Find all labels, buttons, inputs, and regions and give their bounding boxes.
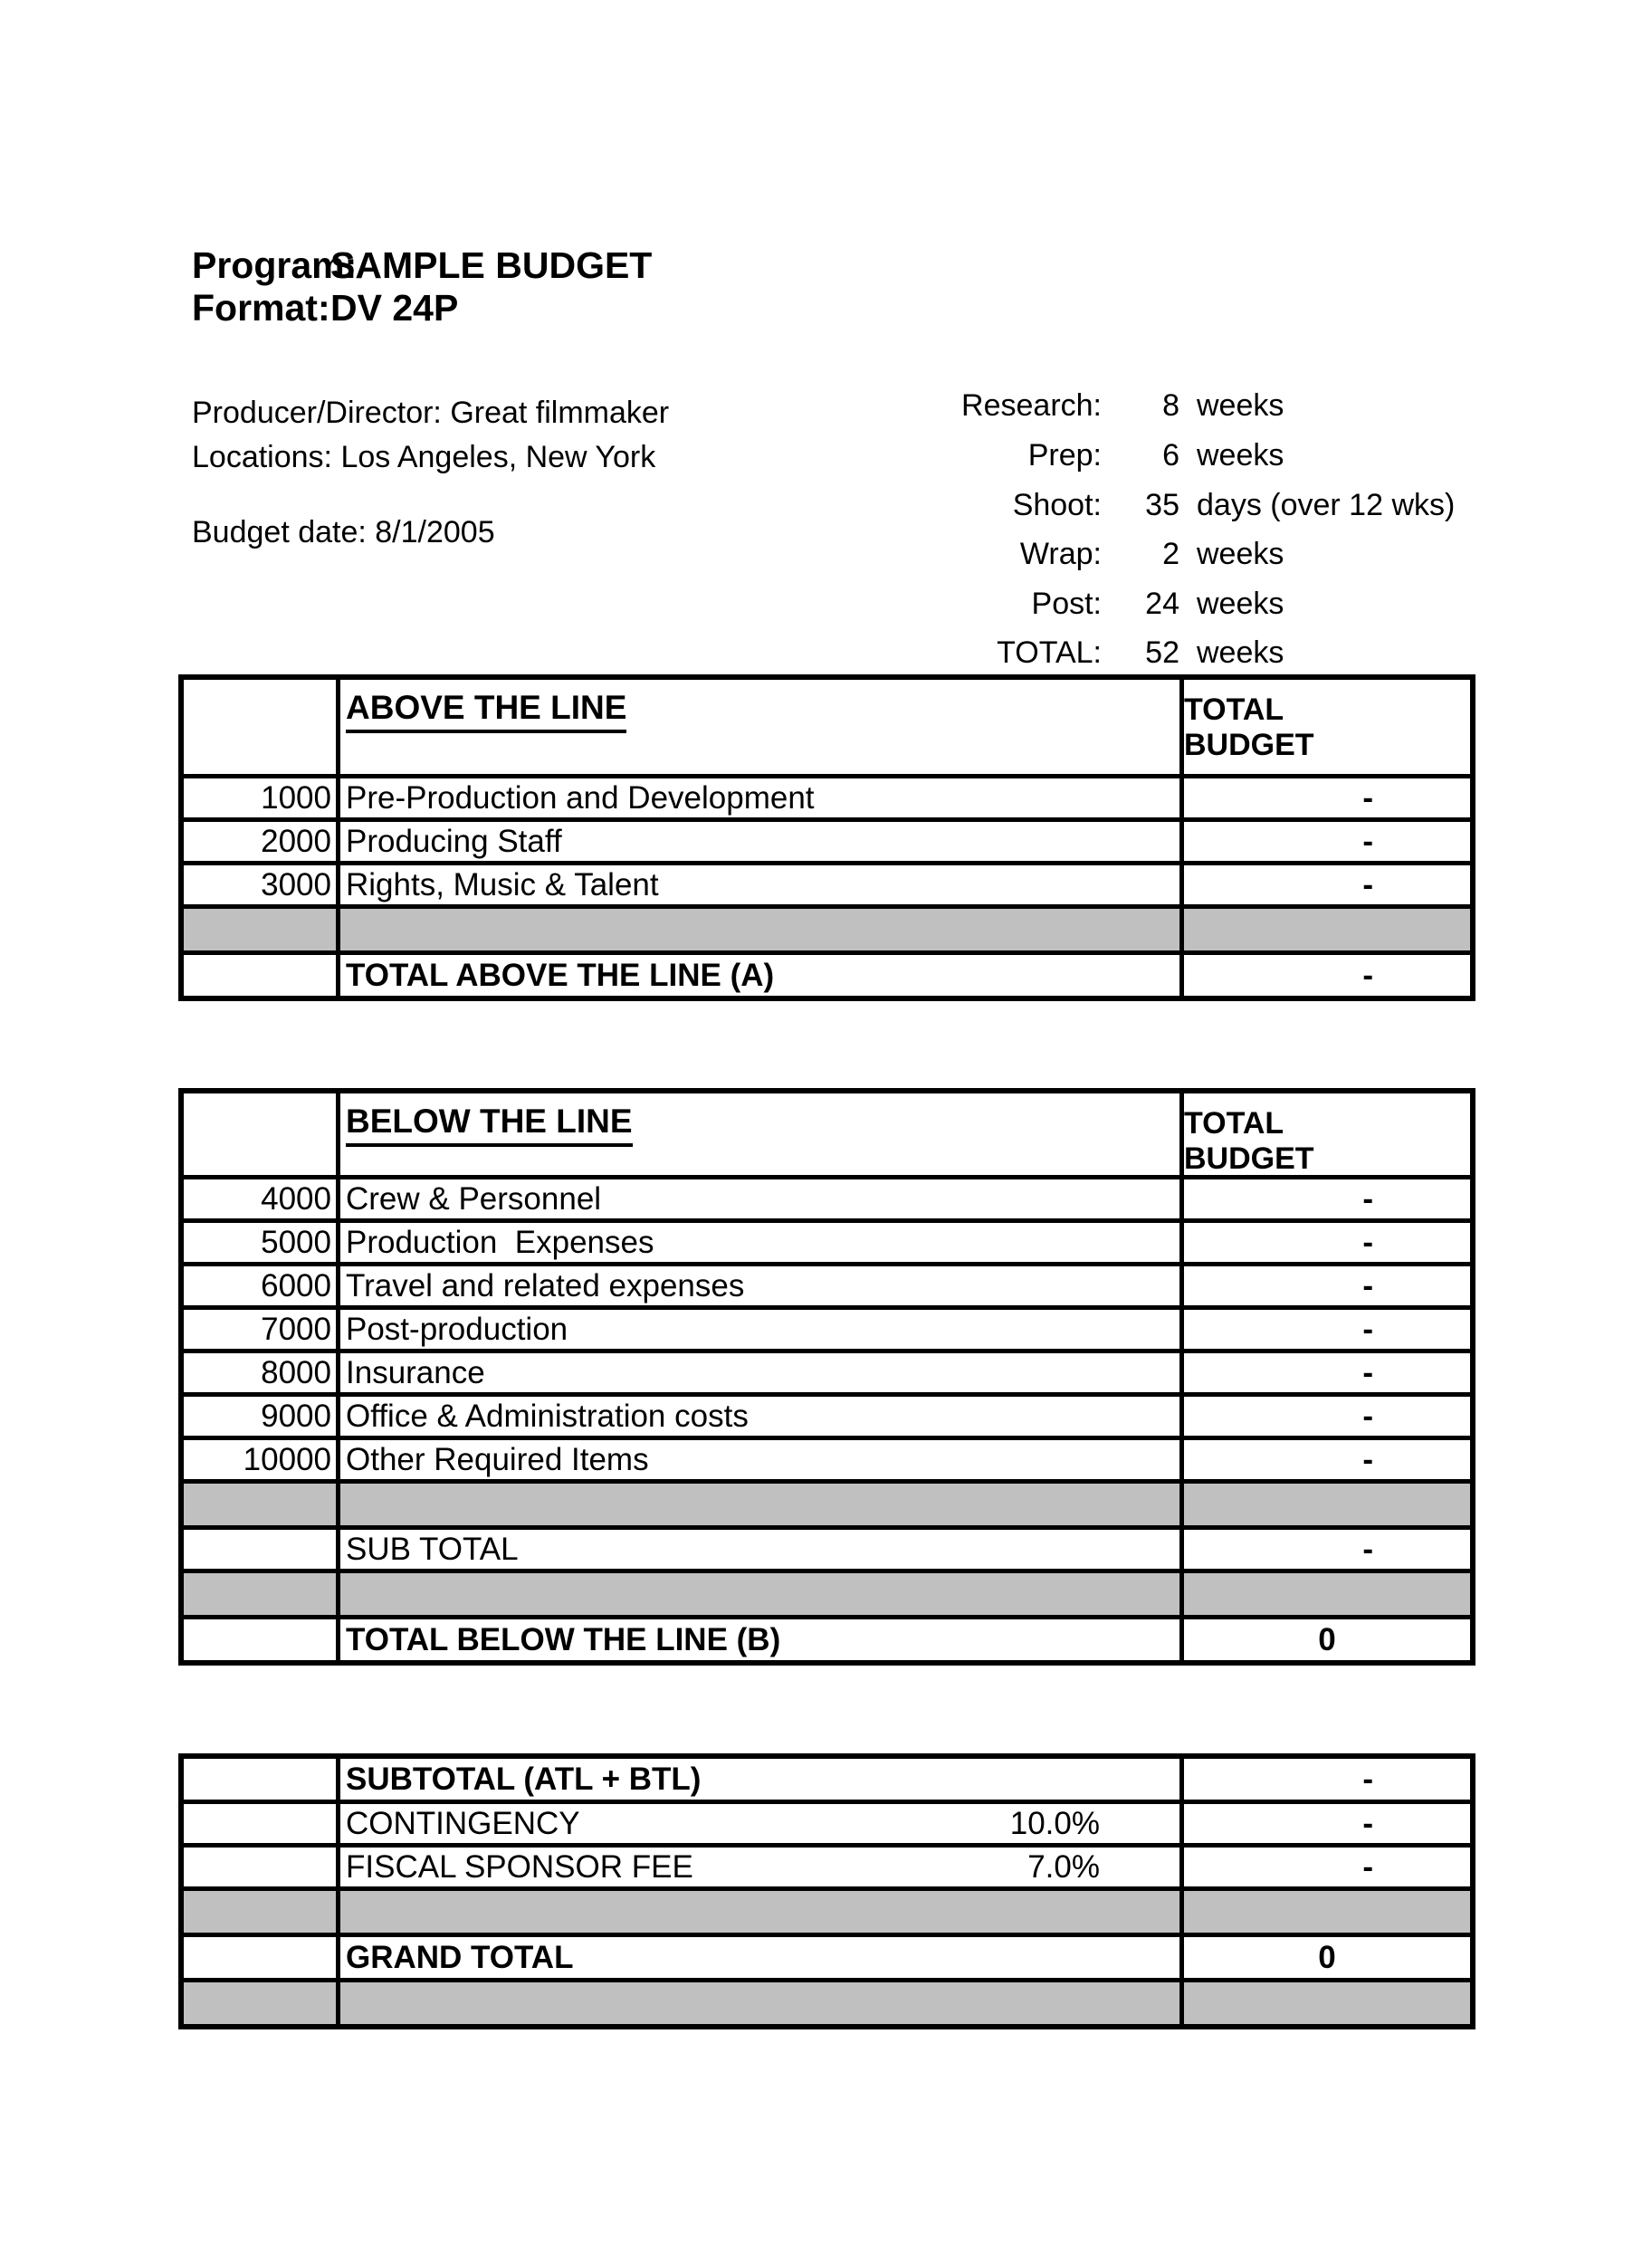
table-header-row: [184, 1093, 1470, 1175]
table-row: [184, 1262, 1470, 1305]
schedule-unit: weeks: [1197, 635, 1284, 670]
section-title-cell: [340, 1093, 1184, 1177]
schedule-value: 35: [1145, 488, 1179, 522]
schedule-row-post: [0, 587, 1652, 627]
line-item-description: Pre-Production and Development: [340, 778, 1184, 817]
below-the-line-table: [178, 1088, 1475, 1666]
program-label: Program:: [192, 244, 358, 286]
table-row: [184, 1349, 1470, 1392]
schedule-value: 8: [1162, 388, 1179, 423]
schedule-unit: weeks: [1197, 537, 1284, 571]
account-code: 3000: [184, 865, 340, 904]
account-code: 10000: [184, 1440, 340, 1479]
schedule-row-prep: [0, 439, 1652, 479]
table-row: [184, 1436, 1470, 1479]
budget-header: TOTAL BUDGET: [1184, 1106, 1314, 1176]
producer-director-line: Producer/Director: Great filmmaker: [192, 396, 670, 430]
schedule-label: TOTAL:: [997, 635, 1102, 670]
line-item-description: Other Required Items: [340, 1440, 1184, 1479]
schedule-value: 52: [1145, 635, 1179, 670]
total-label: TOTAL ABOVE THE LINE (A): [340, 955, 1184, 996]
table-row: [184, 817, 1470, 861]
budget-header-cell: [1184, 1093, 1470, 1177]
line-item-description: Producing Staff: [340, 822, 1184, 861]
line-item-description: Office & Administration costs: [340, 1397, 1184, 1436]
fiscal-fee-cell: [340, 1848, 1184, 1886]
line-item-description: Crew & Personnel: [340, 1179, 1184, 1218]
spacer-row: [184, 1978, 1470, 2024]
line-item-description: Travel and related expenses: [340, 1266, 1184, 1305]
schedule-value: 2: [1162, 537, 1179, 571]
account-code: 9000: [184, 1397, 340, 1436]
schedule-label: Shoot:: [1012, 488, 1102, 522]
schedule-unit: weeks: [1197, 388, 1284, 423]
fiscal-fee-value: -: [1362, 1848, 1373, 1885]
grand-total-row: [184, 1933, 1470, 1978]
account-code: 1000: [184, 778, 340, 817]
table-row: [184, 1175, 1470, 1218]
schedule-row-shoot: [0, 489, 1652, 529]
budget-header: TOTAL BUDGET: [1184, 692, 1314, 762]
schedule-label: Post:: [1031, 587, 1102, 621]
schedule-label: Prep:: [1027, 438, 1102, 473]
contingency-row: [184, 1800, 1470, 1843]
schedule-row-total: [0, 636, 1652, 676]
format-line: [192, 288, 458, 329]
subtotal-atl-btl-row: [184, 1759, 1470, 1800]
account-code: 8000: [184, 1353, 340, 1392]
contingency-label: CONTINGENCY: [346, 1805, 580, 1841]
account-code: 2000: [184, 822, 340, 861]
line-item-description: Rights, Music & Talent: [340, 865, 1184, 904]
fiscal-fee-percent: 7.0%: [1027, 1848, 1100, 1885]
total-label: TOTAL BELOW THE LINE (B): [340, 1619, 1184, 1660]
section-title: ABOVE THE LINE: [346, 689, 626, 733]
budget-value: -: [1362, 1224, 1373, 1260]
budget-value: -: [1362, 823, 1373, 859]
locations-line: Locations: Los Angeles, New York: [192, 440, 656, 474]
total-row: [184, 1615, 1470, 1660]
budget-value: -: [1362, 1180, 1373, 1217]
subtotal-atl-btl-value: -: [1362, 1761, 1373, 1797]
total-value: 0: [1318, 1621, 1336, 1657]
spacer-row: [184, 1479, 1470, 1525]
section-title-cell: [340, 680, 1184, 774]
line-item-description: Insurance: [340, 1353, 1184, 1392]
account-code: 6000: [184, 1266, 340, 1305]
schedule-unit: weeks: [1197, 438, 1284, 473]
table-row: [184, 1392, 1470, 1436]
table-row: [184, 1305, 1470, 1349]
program-line: [192, 245, 652, 286]
program-value: SAMPLE BUDGET: [330, 244, 653, 286]
contingency-value: -: [1362, 1805, 1373, 1841]
account-code: 5000: [184, 1223, 340, 1262]
table-row: [184, 774, 1470, 817]
subtotal-row: [184, 1525, 1470, 1569]
schedule-value: 6: [1162, 438, 1179, 473]
schedule-value: 24: [1145, 587, 1179, 621]
account-code: 4000: [184, 1179, 340, 1218]
budget-header-cell: [1184, 680, 1470, 774]
section-title: BELOW THE LINE: [346, 1103, 633, 1147]
above-the-line-table: [178, 674, 1475, 1001]
table-row: [184, 861, 1470, 904]
code-header-cell: [184, 680, 340, 774]
grand-total-label: GRAND TOTAL: [340, 1937, 1184, 1978]
schedule-row-wrap: [0, 538, 1652, 578]
schedule-unit: weeks: [1197, 587, 1284, 621]
schedule-label: Research:: [961, 388, 1102, 423]
contingency-percent: 10.0%: [1009, 1805, 1100, 1841]
schedule-label: Wrap:: [1019, 537, 1102, 571]
account-code: 7000: [184, 1310, 340, 1349]
spacer-row: [184, 1569, 1470, 1615]
budget-value: -: [1362, 779, 1373, 816]
table-header-row: [184, 680, 1470, 774]
budget-date-line: Budget date: 8/1/2005: [192, 515, 495, 549]
contingency-cell: [340, 1804, 1184, 1843]
budget-value: -: [1362, 1267, 1373, 1303]
spacer-row: [184, 1886, 1470, 1933]
subtotal-value: -: [1362, 1531, 1373, 1567]
format-value: DV 24P: [330, 287, 459, 329]
fiscal-fee-label: FISCAL SPONSOR FEE: [346, 1848, 693, 1885]
code-header-cell: [184, 1093, 340, 1177]
subtotal-atl-btl-label: SUBTOTAL (ATL + BTL): [340, 1759, 1184, 1800]
total-row: [184, 950, 1470, 996]
summary-table: [178, 1753, 1475, 2029]
table-row: [184, 1218, 1470, 1262]
budget-value: -: [1362, 866, 1373, 902]
schedule-unit: days (over 12 wks): [1197, 488, 1456, 522]
budget-value: -: [1362, 1398, 1373, 1434]
line-item-description: Post-production: [340, 1310, 1184, 1349]
format-label: Format:: [192, 287, 330, 329]
grand-total-value: 0: [1318, 1939, 1336, 1975]
budget-value: -: [1362, 1354, 1373, 1390]
fiscal-sponsor-fee-row: [184, 1843, 1470, 1886]
subtotal-label: SUB TOTAL: [340, 1530, 1184, 1569]
schedule-row-research: [0, 389, 1652, 429]
budget-value: -: [1362, 1441, 1373, 1477]
budget-value: -: [1362, 1311, 1373, 1347]
spacer-row: [184, 904, 1470, 950]
total-value: -: [1362, 957, 1373, 993]
line-item-description: Production Expenses: [340, 1223, 1184, 1262]
